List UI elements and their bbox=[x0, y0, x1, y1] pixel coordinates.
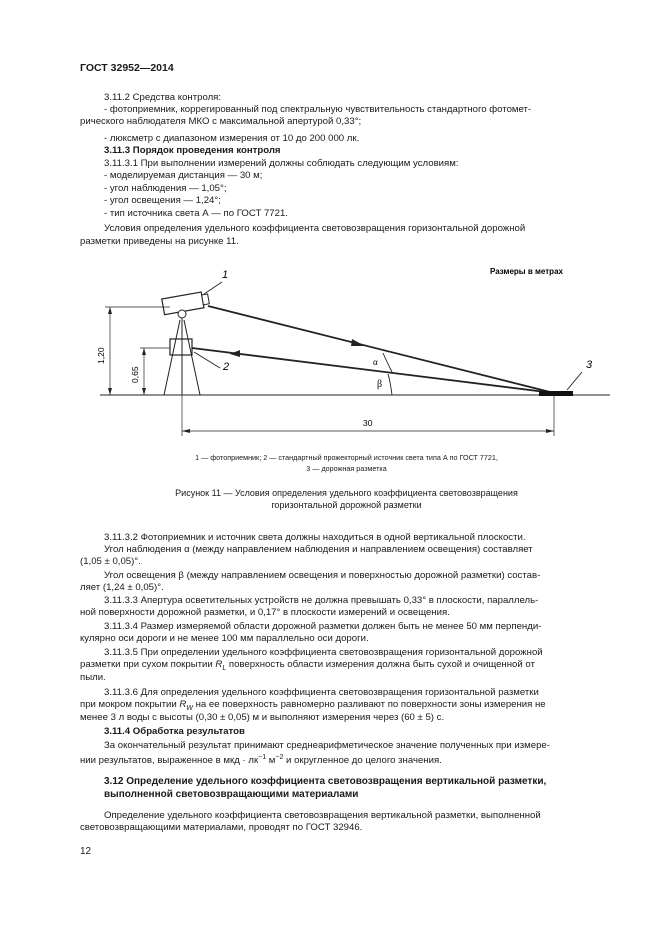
beta-symbol: β bbox=[377, 379, 383, 390]
para-3-11-2: 3.11.2 Средства контроля: bbox=[104, 92, 222, 103]
heading-3-11-4: 3.11.4 Обработка результатов bbox=[104, 726, 245, 737]
dim-30-arrow-left bbox=[182, 429, 190, 433]
dim-1-20-label: 1,20 bbox=[96, 347, 106, 364]
alpha-symbol: α bbox=[373, 357, 378, 367]
para-3-11-3-5-line1: 3.11.3.5 При определении удельного коэффициента световозвращения горизонтальной дорожной bbox=[104, 647, 543, 658]
label-2: 2 bbox=[223, 361, 230, 373]
dim-1-20-arrow-bottom bbox=[108, 388, 112, 395]
condition-observation-angle: - угол наблюдения — 1,05°; bbox=[104, 183, 227, 194]
tripod-head bbox=[178, 310, 186, 318]
condition-distance: - моделируемая дистанция — 30 м; bbox=[104, 170, 263, 181]
condition-illumination-angle: - угол освещения — 1,24°; bbox=[104, 195, 221, 206]
units-sup-2: −2 bbox=[275, 754, 284, 761]
figure-11-diagram bbox=[80, 262, 613, 447]
rw-text-post: на ее поверхность равномерно разливают по поверхности зоны измерения не bbox=[192, 699, 546, 710]
label-3: 3 bbox=[586, 359, 593, 371]
para-3-11-4-line1: За окончательный результат принимают среднеарифметическое значение полученных при измере- bbox=[104, 740, 550, 751]
label-2-leader bbox=[194, 352, 220, 368]
para-alpha-line2: (1,05 ± 0,05)°. bbox=[80, 556, 141, 567]
para-3-11-3-1: 3.11.3.1 При выполнении измерений должны соблюдать следующим условиям: bbox=[104, 158, 459, 169]
rl-subscript: L bbox=[222, 664, 227, 672]
rw-symbol: R bbox=[179, 699, 187, 710]
document-header: ГОСТ 32952—2014 bbox=[80, 62, 174, 74]
tripod-leg-left bbox=[164, 320, 180, 395]
label-1-leader bbox=[204, 282, 222, 294]
para-3-11-3-3-line2: ной поверхности дорожной разметки, и 0,17° в плоскости измерений и освещения. bbox=[80, 607, 450, 618]
tripod-leg-right bbox=[184, 320, 200, 395]
dim-1-20-arrow-top bbox=[108, 307, 112, 314]
units-text-post: и округленное до целого значения. bbox=[283, 755, 442, 767]
para-3-11-3-6-line3: менее 3 л воды с высоты (0,30 ± 0,05) м и выполняют измерения через (60 ± 5) с. bbox=[80, 712, 445, 723]
para-3-11-3-4-line1: 3.11.3.4 Размер измеряемой области дорожной разметки должен быть не менее 50 мм перпенди- bbox=[104, 621, 542, 632]
para-photoreceiver bbox=[80, 104, 613, 116]
heading-3-12-line1: 3.12 Определение удельного коэффициента световозвращения вертикальной разметки, bbox=[104, 776, 547, 787]
condition-light-source: - тип источника света А — по ГОСТ 7721. bbox=[104, 208, 288, 219]
heading-3-12-line2: выполненной световозвращающими материалами bbox=[104, 789, 359, 800]
illumination-beam bbox=[192, 348, 554, 393]
figure-legend-line1: 1 — фотоприемник; 2 — стандартный прожекторный источник света типа А по ГОСТ 7721, bbox=[195, 453, 498, 462]
figure-caption-line1: Рисунок 11 — Условия определения удельного коэффициента световозвращения bbox=[175, 488, 518, 498]
observation-arrow bbox=[351, 339, 365, 346]
heading-3-11-3: 3.11.3 Порядок проведения контроля bbox=[104, 145, 281, 156]
para-luxmeter: - люксметр с диапазоном измерения от 10 до 200 000 лк. bbox=[104, 133, 360, 144]
photoreceiver-line2: рического наблюдателя МКО с максимальной апертурой 0,33°; bbox=[80, 116, 362, 127]
photoreceiver-line1: - фотоприемник, коррегированный под спектральную чувствительность стандартного фотомет- bbox=[104, 104, 532, 115]
figure-legend bbox=[80, 452, 613, 474]
para-3-11-3-6-line1: 3.11.3.6 Для определения удельного коэффициента световозвращения горизонтальной разметки bbox=[104, 687, 539, 698]
para-3-11-3-2: 3.11.3.2 Фотоприемник и источник света должны находиться в одной вертикальной плоскости. bbox=[104, 532, 526, 543]
para-3-12-line2: световозвращающими материалами, проводят по ГОСТ 32946. bbox=[80, 822, 363, 833]
para-3-11-4-line2 bbox=[80, 752, 613, 768]
alpha-arc bbox=[383, 353, 392, 372]
para-3-12-line1: Определение удельного коэффициента световозвращения вертикальной разметки, выполненной bbox=[104, 810, 541, 821]
label-1: 1 bbox=[222, 269, 229, 281]
units-sup-1: −1 bbox=[258, 754, 267, 761]
dim-0-65-label: 0,65 bbox=[130, 366, 140, 383]
rl-text-pre: разметки при сухом покрытии bbox=[80, 659, 216, 670]
para-beta-line1: Угол освещения β (между направлением освещения и поверхностью дорожной разметки) состав- bbox=[104, 570, 541, 581]
rl-symbol: R bbox=[215, 659, 223, 670]
road-marking bbox=[539, 391, 573, 396]
page-number: 12 bbox=[80, 846, 92, 857]
para-conditions-line2: разметки приведены на рисунке 11. bbox=[80, 236, 239, 247]
dim-30-arrow-right bbox=[546, 429, 554, 433]
para-3-11-3-3-line1: 3.11.3.3 Апертура осветительных устройств не должна превышать 0,33° в плоскости, параллель- bbox=[104, 595, 539, 606]
rl-text-post: поверхность области измерения должна быть сухой и очищенной от bbox=[226, 659, 535, 670]
rw-text-pre: при мокром покрытии bbox=[80, 699, 180, 710]
para-beta-line2: ляет (1,24 ± 0,05)°. bbox=[80, 582, 164, 593]
figure-caption bbox=[80, 488, 613, 511]
para-3-11-3-5-line3: пыли. bbox=[80, 672, 106, 683]
dim-0-65-arrow-top bbox=[142, 348, 146, 355]
dim-30-label: 30 bbox=[363, 418, 373, 428]
beta-arc bbox=[388, 374, 392, 395]
units-text-mid: м bbox=[266, 755, 276, 767]
para-alpha-line1: Угол наблюдения α (между направлением наблюдения и направлением освещения) составляет bbox=[104, 544, 533, 555]
para-conditions-line1: Условия определения удельного коэффициента световозвращения горизонтальной дорожной bbox=[104, 223, 526, 234]
dim-0-65-arrow-bottom bbox=[142, 388, 146, 395]
units-note: Размеры в метрах bbox=[490, 267, 563, 276]
figure-caption-line2: горизонтальной дорожной разметки bbox=[271, 499, 422, 510]
rw-subscript: W bbox=[186, 704, 193, 712]
figure-legend-line2: 3 — дорожная разметка bbox=[306, 464, 387, 473]
para-3-11-3-4-line2: кулярно оси дороги и не менее 100 мм параллельно оси дороги. bbox=[80, 633, 369, 644]
photoreceiver-box bbox=[162, 291, 210, 315]
illumination-arrow bbox=[230, 350, 240, 357]
units-text-pre: нии результатов, выраженное в мкд · лк bbox=[80, 755, 259, 767]
label-3-leader bbox=[567, 372, 582, 390]
